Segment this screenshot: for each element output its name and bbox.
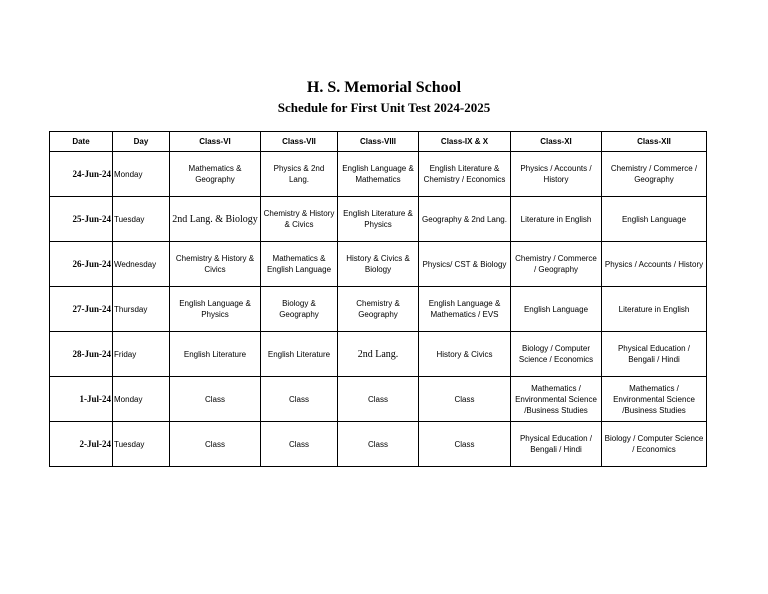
subject-cell: Class <box>338 377 419 422</box>
table-row <box>50 152 707 197</box>
day-cell: Monday <box>113 377 170 422</box>
table-row <box>50 197 707 242</box>
date-cell: 25-Jun-24 <box>50 197 113 242</box>
day-cell: Wednesday <box>113 242 170 287</box>
date-cell: 24-Jun-24 <box>50 152 113 197</box>
subject-cell: English Literature <box>261 332 338 377</box>
day-cell: Thursday <box>113 287 170 332</box>
table-row <box>50 242 707 287</box>
table-row <box>50 287 707 332</box>
column-header-class-xi: Class-XI <box>511 132 602 152</box>
school-name: H. S. Memorial School <box>306 79 462 96</box>
date-cell: 2-Jul-24 <box>50 422 113 467</box>
subject-cell: Geography & 2nd Lang. <box>419 197 511 242</box>
subject-cell: Class <box>419 377 511 422</box>
date-cell: 27-Jun-24 <box>50 287 113 332</box>
subject-cell: English Language <box>602 197 707 242</box>
schedule-table <box>49 131 707 467</box>
subject-cell: Biology & Geography <box>261 287 338 332</box>
subject-cell: Physics / Accounts / History <box>511 152 602 197</box>
subject-cell: English Literature & Physics <box>338 197 419 242</box>
subject-cell: History & Civics & Biology <box>338 242 419 287</box>
subject-cell: 2nd Lang. & Biology <box>170 197 261 242</box>
subject-cell: Class <box>261 422 338 467</box>
column-header-class-vii: Class-VII <box>261 132 338 152</box>
subject-cell: Class <box>170 422 261 467</box>
subject-cell: History & Civics <box>419 332 511 377</box>
column-header-day: Day <box>113 132 170 152</box>
subject-cell: Biology / Computer Science / Economics <box>602 422 707 467</box>
subject-cell: Chemistry & History & Civics <box>170 242 261 287</box>
subject-cell: English Language & Mathematics / EVS <box>419 287 511 332</box>
subject-cell: English Literature & Chemistry / Economics <box>419 152 511 197</box>
subject-cell: Physics/ CST & Biology <box>419 242 511 287</box>
subject-cell: English Language & Physics <box>170 287 261 332</box>
date-cell: 1-Jul-24 <box>50 377 113 422</box>
subject-cell: Physical Education / Bengali / Hindi <box>602 332 707 377</box>
subject-cell: Class <box>170 377 261 422</box>
day-cell: Friday <box>113 332 170 377</box>
column-header-class-ix-x: Class-IX & X <box>419 132 511 152</box>
subject-cell: Chemistry & History & Civics <box>261 197 338 242</box>
header-row <box>50 132 707 152</box>
subject-cell: English Language & Mathematics <box>338 152 419 197</box>
subject-cell: Mathematics & English Language <box>261 242 338 287</box>
subject-cell: 2nd Lang. <box>338 332 419 377</box>
subject-cell: Mathematics & Geography <box>170 152 261 197</box>
schedule-title: Schedule for First Unit Test 2024-2025 <box>277 100 491 115</box>
day-cell: Tuesday <box>113 197 170 242</box>
column-header-class-viii: Class-VIII <box>338 132 419 152</box>
subject-cell: English Language <box>511 287 602 332</box>
subject-cell: English Literature <box>170 332 261 377</box>
subject-cell: Class <box>261 377 338 422</box>
subject-cell: Physics & 2nd Lang. <box>261 152 338 197</box>
subject-cell: Mathematics / Environmental Science /Business Studies <box>602 377 707 422</box>
column-header-class-xii: Class-XII <box>602 132 707 152</box>
date-cell: 26-Jun-24 <box>50 242 113 287</box>
subject-cell: Physics / Accounts / History <box>602 242 707 287</box>
subject-cell: Biology / Computer Science / Economics <box>511 332 602 377</box>
day-cell: Tuesday <box>113 422 170 467</box>
date-cell: 28-Jun-24 <box>50 332 113 377</box>
table-row <box>50 422 707 467</box>
day-cell: Monday <box>113 152 170 197</box>
subject-cell: Mathematics / Environmental Science /Business Studies <box>511 377 602 422</box>
column-header-class-vi: Class-VI <box>170 132 261 152</box>
subject-cell: Chemistry / Commerce / Geography <box>511 242 602 287</box>
subject-cell: Class <box>338 422 419 467</box>
subject-cell: Chemistry & Geography <box>338 287 419 332</box>
column-header-date: Date <box>50 132 113 152</box>
table-row <box>50 377 707 422</box>
subject-cell: Chemistry / Commerce / Geography <box>602 152 707 197</box>
subject-cell: Literature in English <box>602 287 707 332</box>
table-row <box>50 332 707 377</box>
subject-cell: Literature in English <box>511 197 602 242</box>
subject-cell: Physical Education / Bengali / Hindi <box>511 422 602 467</box>
subject-cell: Class <box>419 422 511 467</box>
